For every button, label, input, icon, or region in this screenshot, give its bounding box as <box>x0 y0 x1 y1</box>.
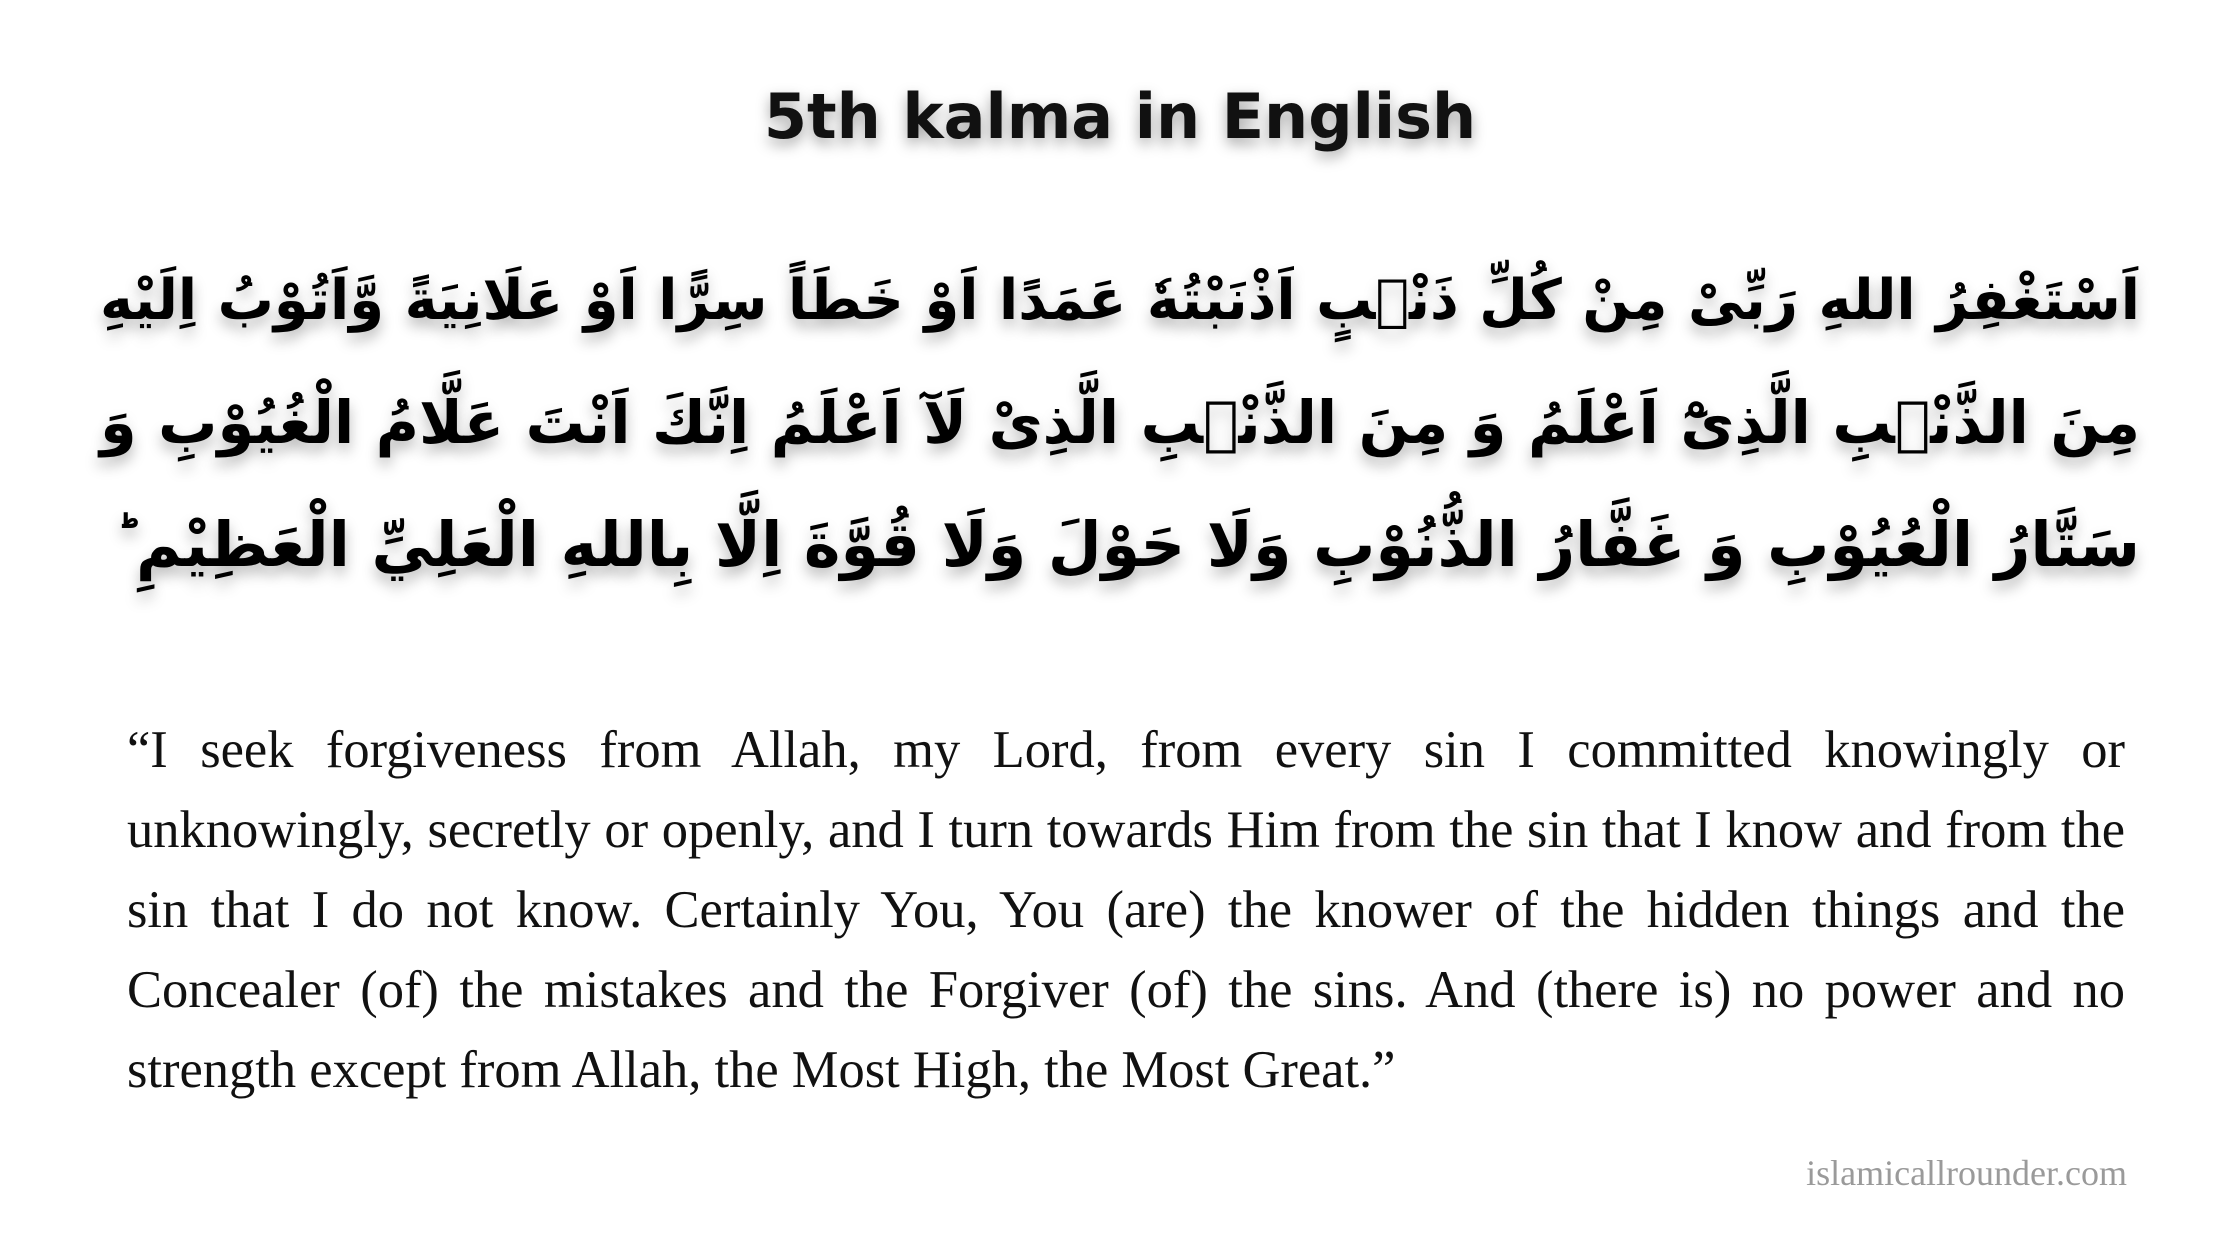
arabic-line-2: مِنَ الذَّنْۢبِ الَّذِىْٓ اَعْلَمُ وَ مِنَ الذَّنْۢبِ الَّذِىْ لَآ اَعْلَمُ اِنَّكَ اَنْتَ عَلَّامُ الْغُيُوْبِ وَ <box>100 388 2140 457</box>
page-title: 5th kalma in English <box>763 80 1477 153</box>
arabic-line-1: اَسْتَغْفِرُ اللهِ رَبِّىْ مِنْ كُلِّ ذَنْۢبٍ اَذْنَبْتُهٗ عَمَدًا اَوْ خَطَاً سِرًّا اَوْ عَلَانِيَةً وَّاَتُوْبُ اِلَيْهِ <box>100 268 2140 333</box>
arabic-text-block <box>100 240 2140 606</box>
arabic-line-3: سَتَّارُ الْعُيُوْبِ وَ غَفَّارُ الذُّنُوْبِ وَلَا حَوْلَ وَلَا قُوَّةَ اِلَّا بِاللهِ الْعَلِيِّ الْعَظِيْمِ ؕ <box>114 508 2140 581</box>
source-watermark: islamicallrounder.com <box>1806 1153 2127 1193</box>
english-translation: “I seek forgiveness from Allah, my Lord, from every sin I committed knowingly or unknowingly, secretly or openly, and I turn towards Him from the sin that I know and from the sin that I do not know. Certainly You, You (are) the knower of the hidden things and the Concealer (of) the mistakes and the Forgiver (of) the sins. And (there is) no power and no strength except from Allah, the Most High, the Most Great.” <box>127 721 2125 1099</box>
